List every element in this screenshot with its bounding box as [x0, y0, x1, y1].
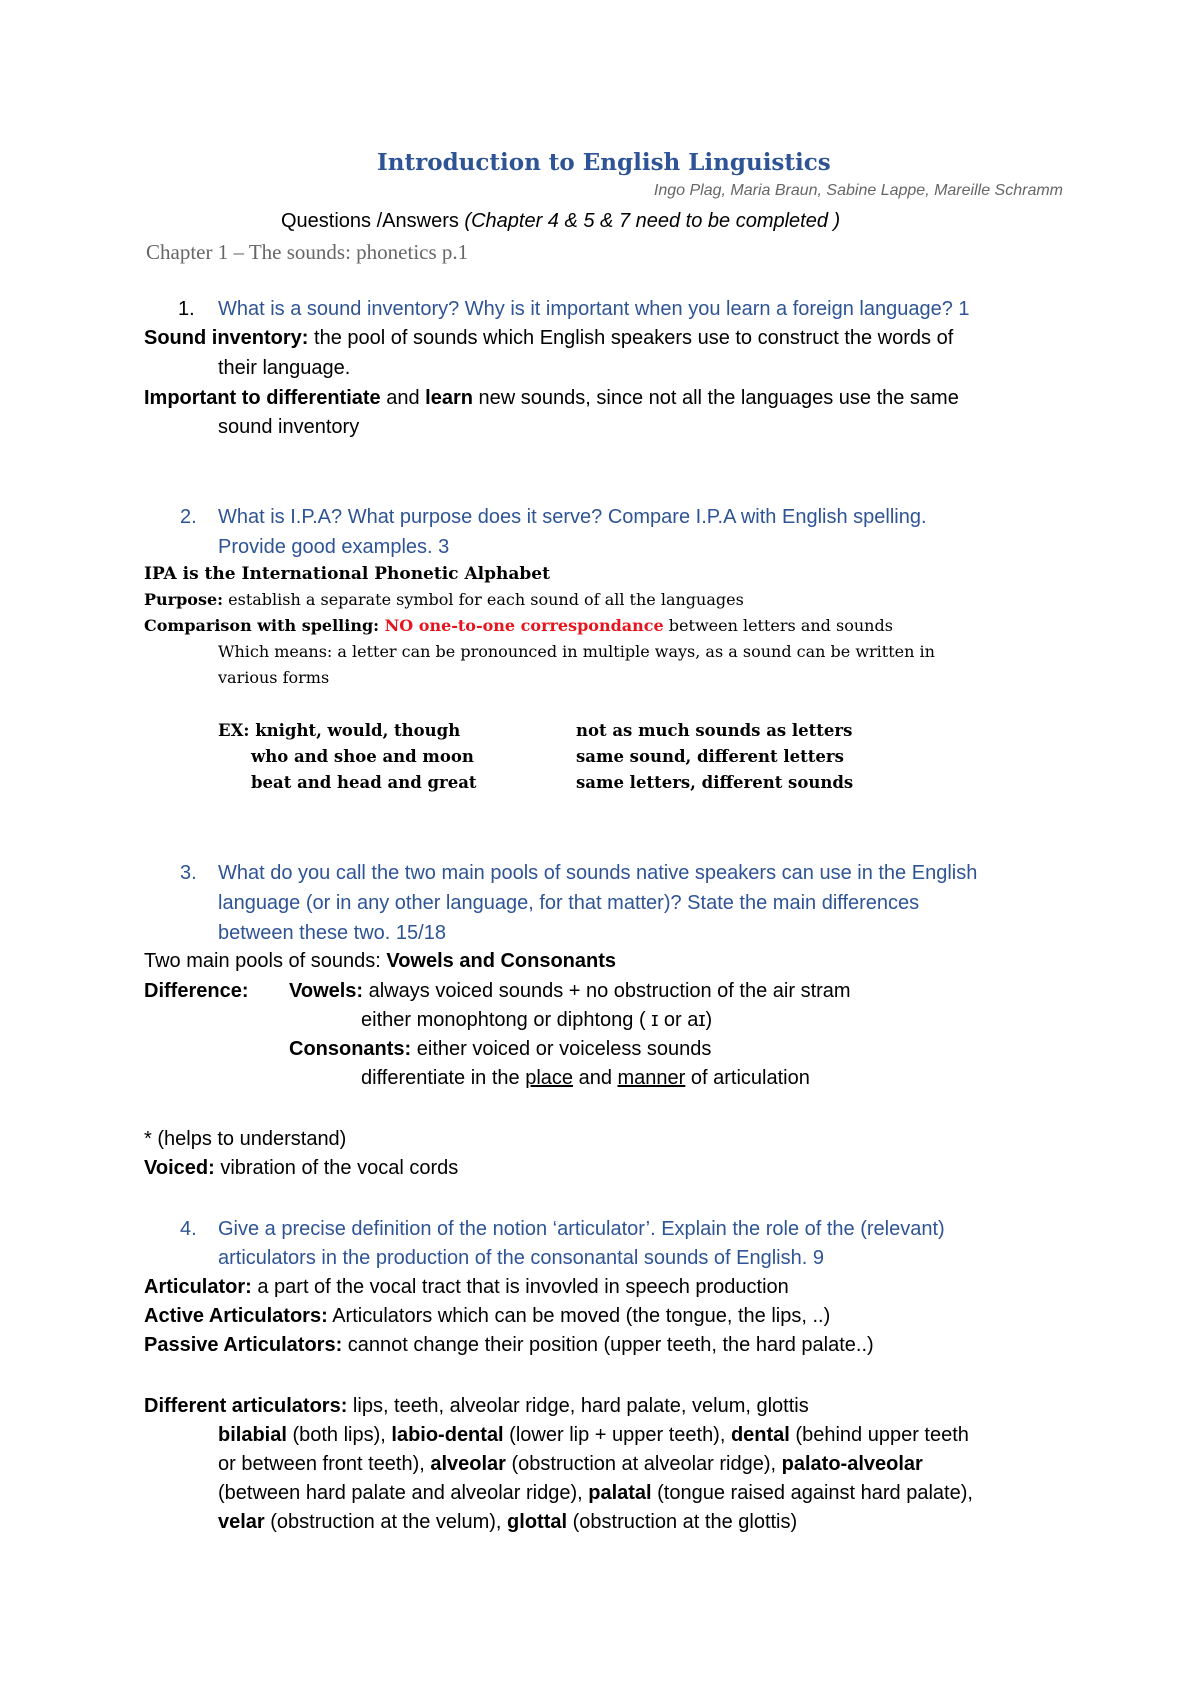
- d9: (obstruction at the glottis): [567, 1511, 798, 1533]
- consonants-l2a: differentiate in the: [361, 1067, 526, 1089]
- vowels-text: always voiced sounds + no obstruction of the air stram: [363, 980, 851, 1002]
- question-2-text-1: What is I.P.A? What purpose does it serve? Compare I.P.A with English spelling.: [218, 506, 927, 528]
- consonants-line: [289, 1036, 711, 1062]
- pools-text: Two main pools of sounds:: [144, 950, 387, 972]
- voiced-line: [144, 1155, 458, 1181]
- d1: (both lips),: [286, 1424, 392, 1446]
- passive-text: cannot change their position (upper teeth, the hard palate..): [342, 1334, 874, 1356]
- articulators-detail-4: [218, 1509, 797, 1535]
- d4: or between front teeth),: [218, 1453, 431, 1475]
- means-line-1: Which means: a letter can be pronounced in multiple ways, as a sound can be written in: [218, 642, 935, 661]
- answer-1-line-3: [144, 385, 959, 411]
- alveolar: alveolar: [430, 1453, 506, 1475]
- labio-dental: labio-dental: [391, 1424, 504, 1446]
- different-label: Different articulators:: [144, 1395, 348, 1417]
- active-line: [144, 1303, 830, 1329]
- place-word: place: [525, 1067, 574, 1089]
- chapter-heading: Chapter 1 – The sounds: phonetics p.1: [146, 240, 469, 264]
- manner-word: manner: [617, 1067, 686, 1089]
- passive-label: Passive Articulators:: [144, 1334, 343, 1356]
- question-2-text-2: Provide good examples. 3: [218, 536, 450, 558]
- question-1-number: 1.: [178, 298, 195, 320]
- answer-1-line-2: their language.: [218, 357, 351, 379]
- consonants-line-2: [361, 1065, 810, 1091]
- consonants-and: and: [573, 1067, 618, 1089]
- purpose-label: Purpose:: [144, 590, 224, 609]
- document-title: Introduction to English Linguistics: [377, 149, 831, 176]
- articulators-detail-2: [218, 1451, 923, 1477]
- example-words-3: beat and head and great: [251, 773, 477, 792]
- subtitle-note: (Chapter 4 & 5 & 7 need to be completed ): [464, 210, 841, 232]
- answer-1b-mid: and: [380, 387, 426, 409]
- d2: (lower lip + upper teeth),: [503, 1424, 731, 1446]
- voiced-text: vibration of the vocal cords: [214, 1157, 459, 1179]
- answer-1b-text: new sounds, since not all the languages use the same: [472, 387, 959, 409]
- question-3-text-2: language (or in any other language, for that matter)? State the main differences: [218, 892, 920, 914]
- d3: (behind upper teeth: [789, 1424, 969, 1446]
- palato-alveolar: palato-alveolar: [781, 1453, 923, 1475]
- active-text: Articulators which can be moved (the tongue, the lips, ..): [327, 1305, 831, 1327]
- pools-line: [144, 948, 616, 974]
- subtitle-main: Questions /Answers: [281, 210, 459, 232]
- question-4-text-2: articulators in the production of the consonantal sounds of English. 9: [218, 1247, 824, 1269]
- consonants-label: Consonants:: [289, 1038, 412, 1060]
- question-3-text-3: between these two. 15/18: [218, 922, 446, 944]
- articulator-text: a part of the vocal tract that is invovled in speech production: [251, 1276, 789, 1298]
- example-note-2: same sound, different letters: [576, 747, 844, 766]
- example-words-2: who and shoe and moon: [251, 747, 474, 766]
- d7: (tongue raised against hard palate),: [651, 1482, 973, 1504]
- answer-1-label: Sound inventory:: [144, 327, 309, 349]
- voiced-label: Voiced:: [144, 1157, 215, 1179]
- glottal: glottal: [507, 1511, 568, 1533]
- answer-1-line-1: [144, 325, 953, 351]
- consonants-l2b: of articulation: [685, 1067, 810, 1089]
- bilabial: bilabial: [218, 1424, 287, 1446]
- articulators-detail-1: [218, 1422, 969, 1448]
- question-2-number: 2.: [180, 506, 197, 528]
- purpose-text: establish a separate symbol for each sound of all the languages: [223, 590, 744, 609]
- question-3-text-1: What do you call the two main pools of sounds native speakers can use in the English: [218, 862, 978, 884]
- dental: dental: [730, 1424, 790, 1446]
- difference-label: Difference:: [144, 980, 249, 1002]
- vowels-line: [289, 978, 851, 1004]
- subtitle-line: [281, 208, 840, 234]
- answer-1-line-4: sound inventory: [218, 416, 360, 438]
- articulators-detail-3: [218, 1480, 973, 1506]
- comparison-red: NO one-to-one correspondance: [379, 616, 664, 635]
- consonants-text: either voiced or voiceless sounds: [411, 1038, 712, 1060]
- comparison-line: [144, 613, 893, 639]
- question-4-text-1: Give a precise definition of the notion ‘articulator’. Explain the role of the (relevant): [218, 1218, 945, 1240]
- vowels-line-2: either monophtong or diphtong ( ɪ or aɪ): [361, 1009, 713, 1031]
- authors-line: Ingo Plag, Maria Braun, Sabine Lappe, Mareille Schramm: [653, 182, 1063, 199]
- question-3-number: 3.: [180, 862, 197, 884]
- d5: (obstruction at alveolar ridge),: [505, 1453, 782, 1475]
- comparison-text: between letters and sounds: [663, 616, 893, 635]
- different-articulators-line: [144, 1393, 809, 1419]
- helps-note: * (helps to understand): [144, 1128, 347, 1150]
- purpose-line: [144, 587, 744, 613]
- active-label: Active Articulators:: [144, 1305, 328, 1327]
- example-note-1: not as much sounds as letters: [576, 721, 853, 740]
- comparison-label: Comparison with spelling:: [144, 616, 380, 635]
- articulator-line: [144, 1274, 789, 1300]
- pools-bold: Vowels and Consonants: [386, 950, 617, 972]
- different-text: lips, teeth, alveolar ridge, hard palate, velum, glottis: [347, 1395, 809, 1417]
- answer-1-text: the pool of sounds which English speakers use to construct the words of: [308, 327, 954, 349]
- answer-1b-label: Important to differentiate: [144, 387, 381, 409]
- d8: (obstruction at the velum),: [264, 1511, 508, 1533]
- question-4-number: 4.: [180, 1218, 197, 1240]
- means-line-2: various forms: [218, 668, 330, 687]
- velar: velar: [218, 1511, 265, 1533]
- articulator-label: Articulator:: [144, 1276, 252, 1298]
- example-note-3: same letters, different sounds: [576, 773, 854, 792]
- example-words-1: EX: knight, would, though: [218, 721, 461, 740]
- answer-1b-label2: learn: [425, 387, 473, 409]
- palatal: palatal: [588, 1482, 652, 1504]
- passive-line: [144, 1332, 874, 1358]
- ipa-definition: IPA is the International Phonetic Alphabet: [144, 564, 550, 584]
- vowels-label: Vowels:: [289, 980, 364, 1002]
- question-1-text: What is a sound inventory? Why is it important when you learn a foreign language? 1: [218, 298, 970, 320]
- d6: (between hard palate and alveolar ridge),: [218, 1482, 589, 1504]
